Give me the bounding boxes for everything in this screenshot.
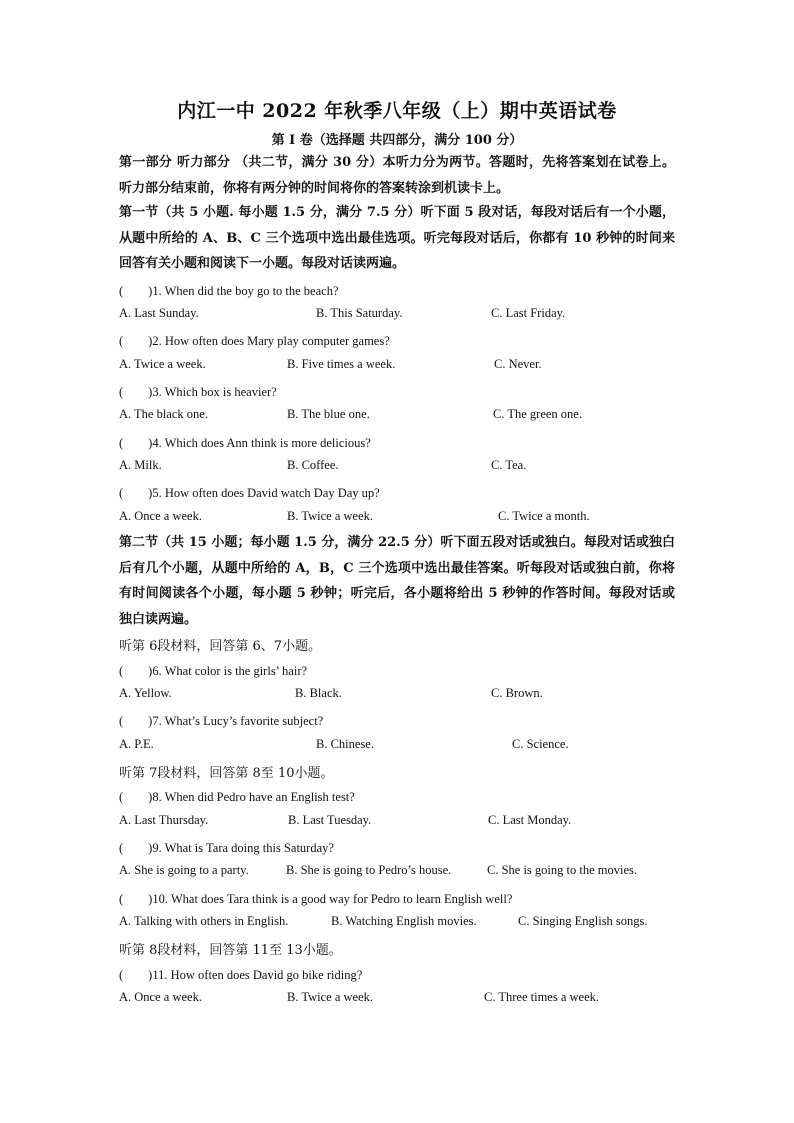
- option-c: C. Brown.: [491, 686, 543, 700]
- section1-instructions: 第一节（共 5 小题. 每小题 1.5 分，满分 7.5 分）听下面 5 段对话，每段对话后有一个小题，从题中所给的 A、B、C 三个选项中选出最佳选项。听完每段对话后，你都有 10 秒钟的时间来回答有关小题和阅读下一小题。每段对话读两遍。: [119, 205, 675, 271]
- part1-instructions: 第一部分 听力部分 （共二节，满分 30 分）本听力分为两节。答题时，先将答案划在试卷上。听力部分结束前，你将有两分钟的时间将你的答案转涂到机读卡上。: [119, 155, 675, 196]
- option-b: B. Watching English movies.: [331, 914, 477, 928]
- question-stem: ( )4. Which does Ann think is more delicious?: [119, 436, 371, 450]
- option-c: C. The green one.: [493, 407, 582, 421]
- option-c: C. Three times a week.: [484, 990, 600, 1004]
- option-c: C. Last Monday.: [488, 813, 572, 827]
- option-b: B. Twice a week.: [287, 509, 374, 523]
- option-a: A. P.E.: [119, 737, 154, 751]
- option-b: B. Last Tuesday.: [288, 813, 372, 827]
- question-stem: ( )1. When did the boy go to the beach?: [119, 284, 339, 298]
- question-stem: ( )6. What color is the girls’ hair?: [119, 664, 308, 678]
- question-stem: ( )2. How often does Mary play computer games?: [119, 334, 390, 348]
- option-c: C. Never.: [494, 357, 542, 371]
- question-stem: ( )8. When did Pedro have an English test?: [119, 790, 355, 804]
- option-a: A. Last Sunday.: [119, 306, 199, 320]
- material-heading: 听第 7段材料，回答第 8至 10小题。: [119, 766, 334, 781]
- option-a: A. Yellow.: [119, 686, 172, 700]
- option-b: B. Chinese.: [316, 737, 374, 751]
- option-a: A. Twice a week.: [119, 357, 206, 371]
- material-heading: 听第 8段材料，回答第 11至 13小题。: [119, 943, 342, 958]
- option-c: C. Last Friday.: [491, 306, 566, 320]
- option-c: C. Singing English songs.: [518, 914, 648, 928]
- question-stem: ( )10. What does Tara think is a good way for Pedro to learn English well?: [119, 892, 513, 906]
- question-stem: ( )7. What’s Lucy’s favorite subject?: [119, 714, 324, 728]
- option-a: A. Once a week.: [119, 990, 202, 1004]
- question-stem: ( )9. What is Tara doing this Saturday?: [119, 841, 334, 855]
- page-title: 内江一中 2022 年秋季八年级（上）期中英语试卷: [177, 100, 617, 122]
- question-stem: ( )5. How often does David watch Day Day up?: [119, 486, 380, 500]
- option-a: A. She is going to a party.: [119, 863, 249, 877]
- option-a: A. Talking with others in English.: [119, 914, 289, 928]
- option-b: B. Black.: [295, 686, 342, 700]
- option-a: A. Once a week.: [119, 509, 202, 523]
- option-b: B. She is going to Pedro’s house.: [286, 863, 452, 877]
- option-b: B. This Saturday.: [316, 306, 403, 320]
- section2-instructions: 第二节（共 15 小题；每小题 1.5 分，满分 22.5 分）听下面五段对话或独白。每段对话或独白后有几个小题，从题中所给的 A，B，C 三个选项中选出最佳答案。听每段对话或独白前，你将有时间阅读各个小题，每小题 5 秒钟；听完后，各小题将给出 5 秒钟的作答时间。每段对话或独白读两遍。: [119, 535, 675, 627]
- option-c: C. She is going to the movies.: [487, 863, 637, 877]
- option-a: A. The black one.: [119, 407, 208, 421]
- option-b: B. Five times a week.: [287, 357, 396, 371]
- option-a: A. Last Thursday.: [119, 813, 209, 827]
- option-a: A. Milk.: [119, 458, 162, 472]
- option-b: B. Coffee.: [287, 458, 339, 472]
- question-stem: ( )3. Which box is heavier?: [119, 385, 277, 399]
- option-c: C. Tea.: [491, 458, 527, 472]
- page-subtitle: 第 Ⅰ 卷（选择题 共四部分，满分 100 分）: [271, 133, 523, 148]
- option-b: B. The blue one.: [287, 407, 370, 421]
- option-c: C. Science.: [512, 737, 569, 751]
- material-heading: 听第 6段材料，回答第 6、7小题。: [119, 639, 322, 654]
- question-stem: ( )11. How often does David go bike riding?: [119, 968, 363, 982]
- option-b: B. Twice a week.: [287, 990, 374, 1004]
- option-c: C. Twice a month.: [498, 509, 590, 523]
